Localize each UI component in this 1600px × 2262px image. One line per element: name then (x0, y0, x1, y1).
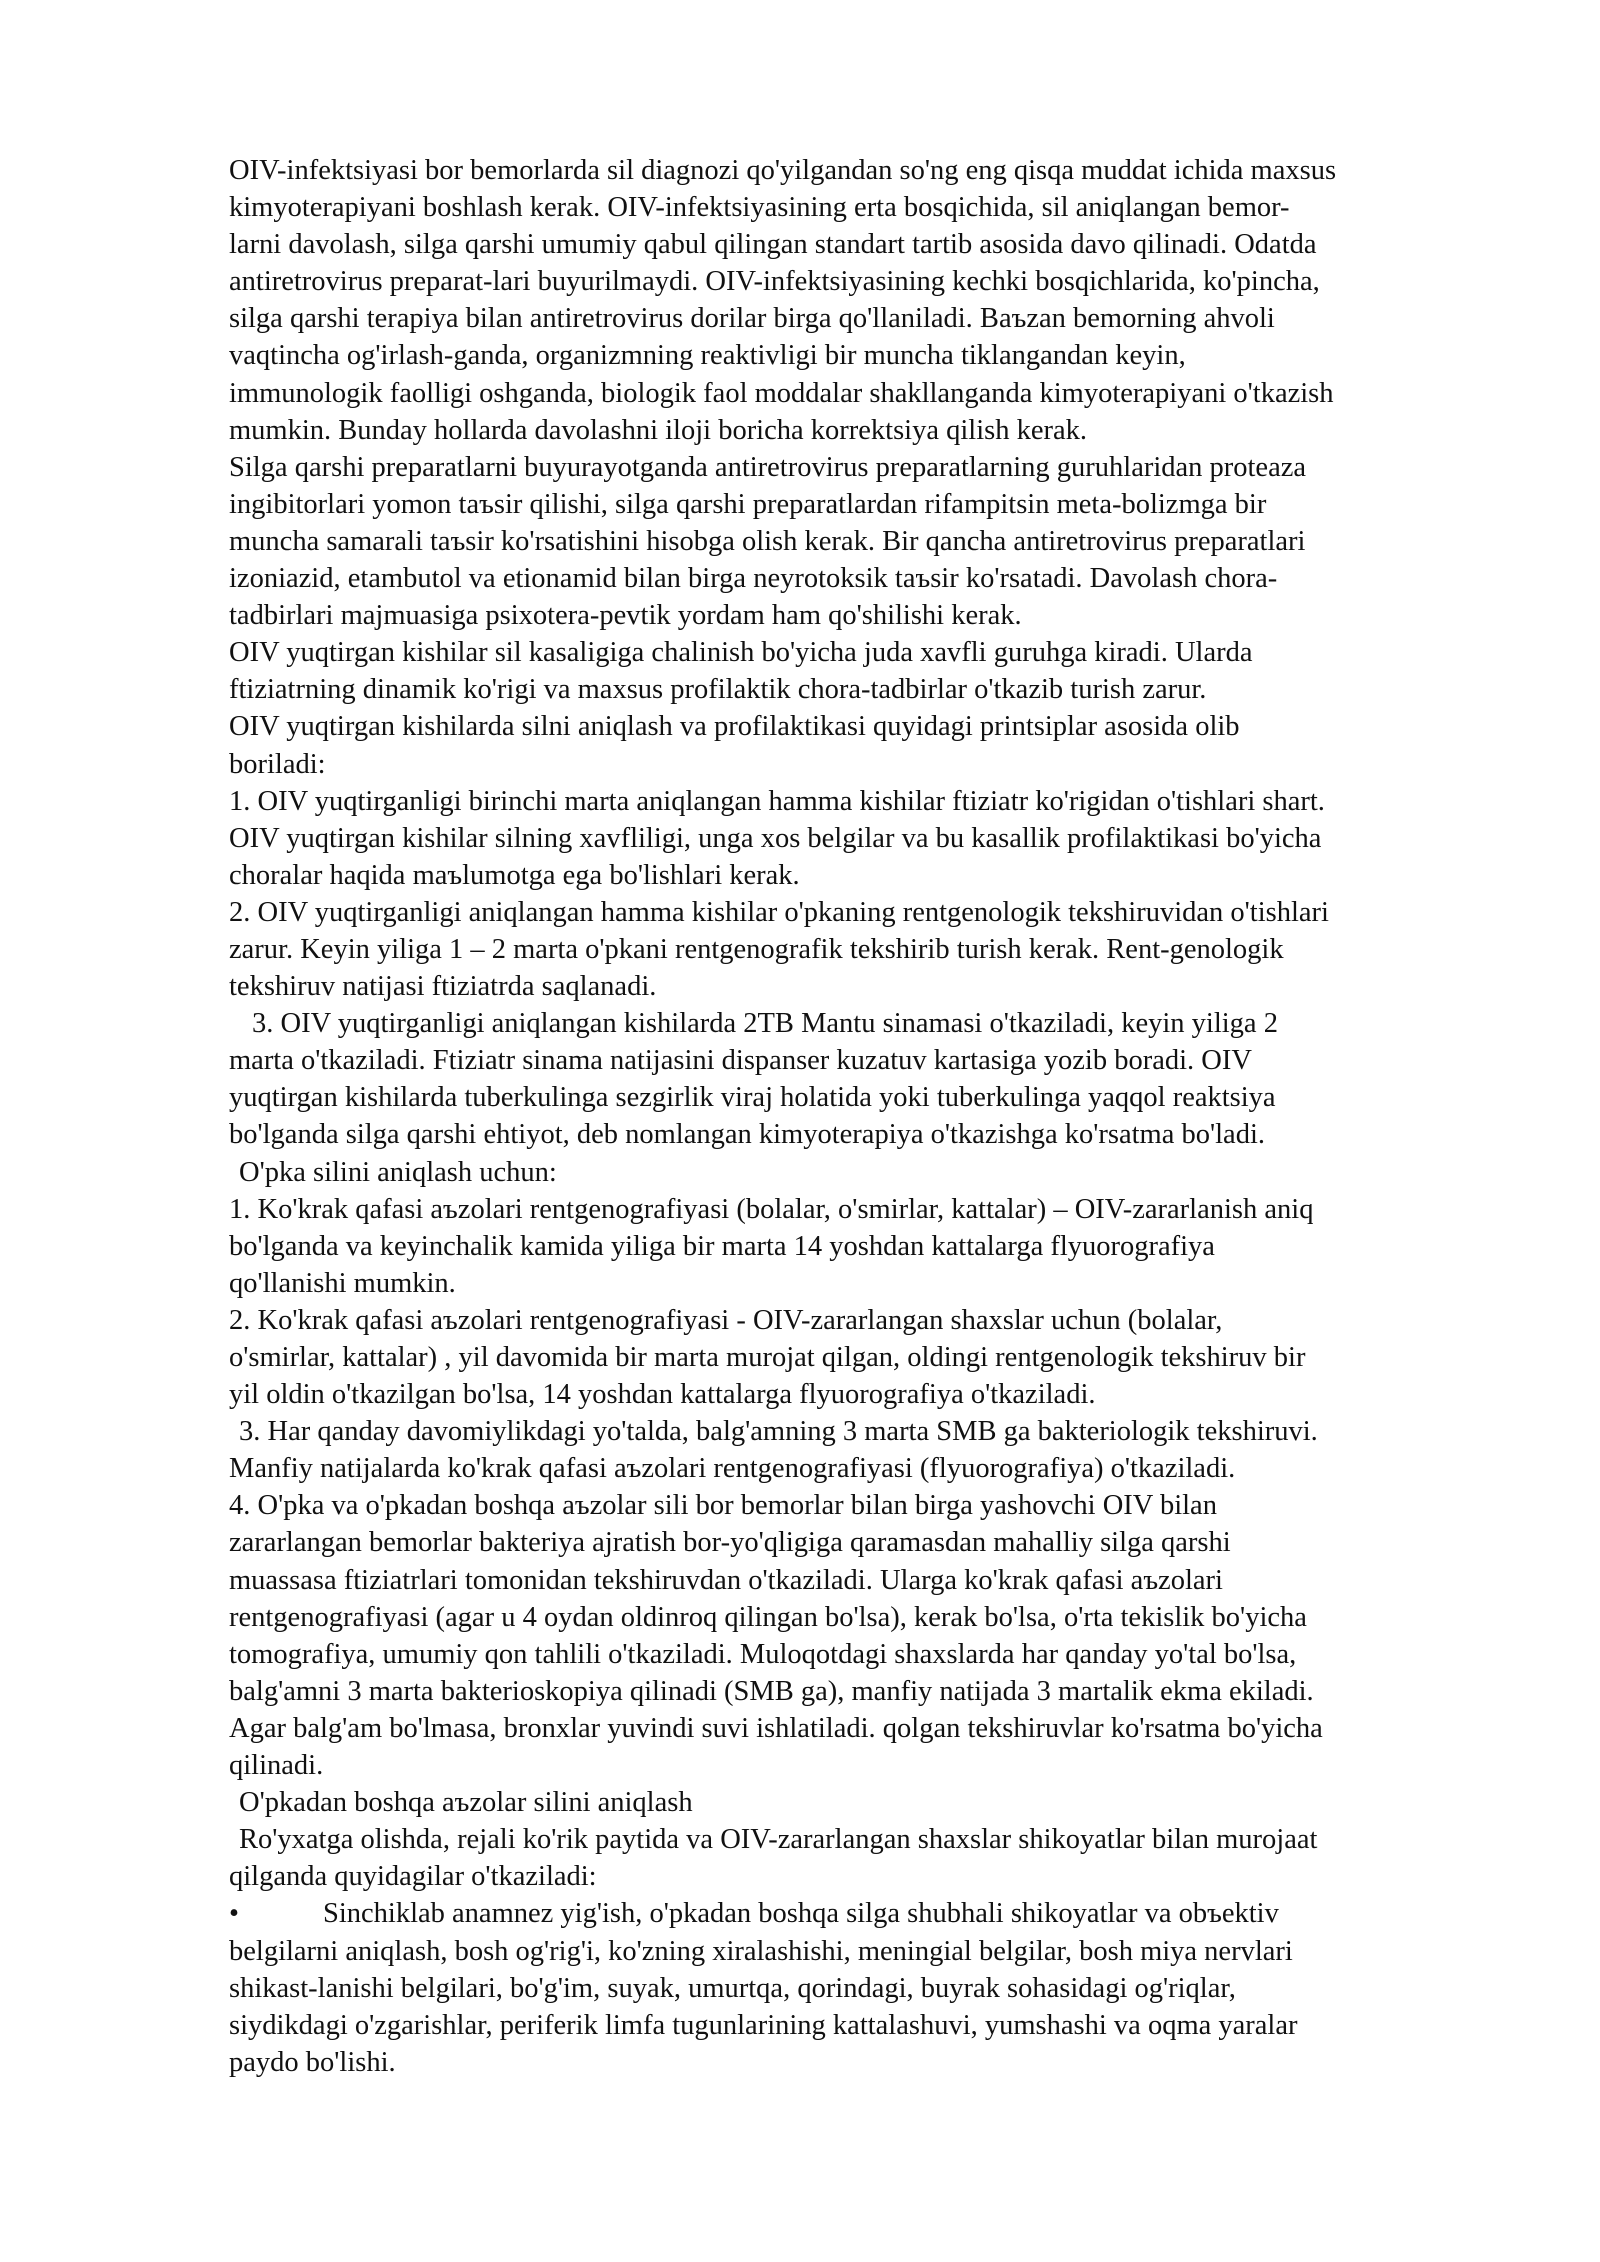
bullet-item-text: Sinchiklab anamnez yig'ish, o'pkadan boshqa silga shubhali shikoyatlar va obъektiv belgilarni aniqlash, bosh og'rig'i, ko'zning xiralashishi, meningial belgilar, bosh miya nervlari shikast-lanishi belgilari, bo'g'im, suyak, umurtqa, qorindagi, buyrak sohasidagi og'riqlar, siydikdagi o'zgarishlar, periferik limfa tugunlarining kattalashuvi, yumshashi va oqma yaralar paydo bo'lishi. (229, 1898, 1298, 2078)
registration-paragraph: Ro'yxatga olishda, rejali ko'rik paytida va OIV-zararlangan shaxslar shikoyatlar bilan murojaat qilganda quyidagilar o'tkaziladi: (229, 1824, 1318, 1893)
lung-detection-item-4: 4. O'pka va o'pkadan boshqa aъzolar sili bor bemorlar bilan birga yashovchi OIV bilan zararlangan bemorlar bakteriya ajratish bor-yo'qligiga qaramasdan mahalliy silga qarshi muassasa ftiziatrlari tomonidan tekshiruvdan o'tkaziladi. Ularga ko'krak qafasi aъzolari rentgenografiyasi (agar u 4 oydan oldinroq qilingan bo'lsa), kerak bo'lsa, o'rta tekislik bo'yicha tomografiya, umumiy qon tahlili o'tkaziladi. Muloqotdagi shaxslarda har qanday yo'tal bo'lsa, balg'amni 3 marta bakterioskopiya qilinadi (SMB ga), manfiy natijada 3 martalik ekma ekiladi. Agar balg'am bo'lmasa, bronxlar yuvindi suvi ishlatiladi. qolgan tekshiruvlar ko'rsatma bo'yicha qilinadi. (229, 1490, 1323, 1782)
bullet-mark: • (229, 1898, 239, 1930)
lung-detection-heading: O'pka silini aniqlash uchun: (239, 1156, 557, 1188)
paragraph-principles-intro: OIV yuqtirgan kishilarda silni aniqlash va profilaktikasi quyidagi printsiplar asosida olib boriladi: (229, 711, 1240, 780)
lung-detection-item-3: 3. Har qanday davomiylikdagi yo'talda, balg'amning 3 marta SMB ga bakteriologik tekshiruvi. Manfiy natijalarda ko'krak qafasi aъzolari rentgenografiyasi (flyuorografiya) o'tkaziladi. (229, 1416, 1318, 1485)
bullet-list-item (229, 1895, 1491, 2080)
principle-item-1: 1. OIV yuqtirganligi birinchi marta aniqlangan hamma kishilar ftiziatr ko'rigidan o'tishlari shart. OIV yuqtirgan kishilar silning xavfliligi, unga xos belgilar va bu kasallik profilaktikasi bo'yicha choralar haqida maъlumotga ega bo'lishlari kerak. (229, 785, 1325, 891)
paragraph-risk-group: OIV yuqtirgan kishilar sil kasaligiga chalinish bo'yicha juda xavfli guruhga kiradi. Ularda ftiziatrning dinamik ko'rigi va maxsus profilaktik chora-tadbirlar o'tkazib turish zarur. (229, 637, 1253, 706)
paragraph-drug-interactions: Silga qarshi preparatlarni buyurayotganda antiretrovirus preparatlarning guruhlaridan proteaza ingibitorlari yomon taъsir qilishi, silga qarshi preparatlardan rifampitsin meta-bolizmga bir muncha samarali taъsir ko'rsatishini hisobga olish kerak. Bir qancha antiretrovirus preparatlari izoniazid, etambutol va etionamid bilan birga neyrotoksik taъsir ko'rsatadi. Davolash chora- tadbirlari majmuasiga psixotera-pevtik yordam ham qo'shilishi kerak. (229, 451, 1307, 632)
principle-item-2: 2. OIV yuqtirganligi aniqlangan hamma kishilar o'pkaning rentgenologik tekshiruvidan o'tishlari zarur. Keyin yiliga 1 – 2 marta o'pkani rentgenografik tekshirib turish kerak. Rent-genologik tekshiruv natijasi ftiziatrda saqlanadi. (229, 896, 1329, 1003)
lung-detection-item-1: 1. Ko'krak qafasi aъzolari rentgenografiyasi (bolalar, o'smirlar, kattalar) – OIV-zararlanish aniq bo'lganda va keyinchalik kamida yiliga bir marta 14 yoshdan kattalarga flyuorografiya qo'llanishi mumkin. (229, 1193, 1314, 1299)
extrapulmonary-heading: O'pkadan boshqa aъzolar silini aniqlash (239, 1787, 693, 1819)
lung-detection-item-2: 2. Ko'krak qafasi aъzolari rentgenografiyasi - OIV-zararlangan shaxslar uchun (bolalar, o'smirlar, kattalar) , yil davomida bir marta murojat qilgan, oldingi rentgenologik tekshiruv bir yil oldin o'tkazilgan bo'lsa, 14 yoshdan kattalarga flyuorografiya o'tkaziladi. (229, 1304, 1306, 1411)
document-page (229, 152, 1491, 2081)
principle-item-3: 3. OIV yuqtirganligi aniqlangan kishilarda 2TB Mantu sinamasi o'tkaziladi, keyin yiliga 2 marta o'tkaziladi. Ftiziatr sinama natijasini dispanser kuzatuv kartasiga yozib boradi. OIV yuqtirgan kishilarda tuberkulinga sezgirlik viraj holatida yoki tuberkulinga yaqqol reaktsiya bo'lganda silga qarshi ehtiyot, deb nomlangan kimyoterapiya o'tkazishga ko'rsatma bo'ladi. (229, 1008, 1278, 1151)
paragraph-treatment-timing: OIV-infektsiyasi bor bemorlarda sil diagnozi qo'yilgandan so'ng eng qisqa muddat ichida maxsus kimyoterapiyani boshlash kerak. OIV-infektsiyasining erta bosqichida, sil aniqlangan bemor- larni davolash, silga qarshi umumiy qabul qilingan standart tartib asosida davo qilinadi. Odatda antiretrovirus preparat-lari buyurilmaydi. OIV-infektsiyasining kechki bosqichlarida, ko'pincha, silga qarshi terapiya bilan antiretrovirus dorilar birga qo'llaniladi. Baъzan bemorning ahvoli vaqtincha og'irlash-ganda, organizmning reaktivligi bir muncha tiklangandan keyin, immunologik faolligi oshganda, biologik faol moddalar shakllanganda kimyoterapiyani o'tkazish mumkin. Bunday hollarda davolashni iloji boricha korrektsiya qilish kerak. (229, 155, 1337, 446)
